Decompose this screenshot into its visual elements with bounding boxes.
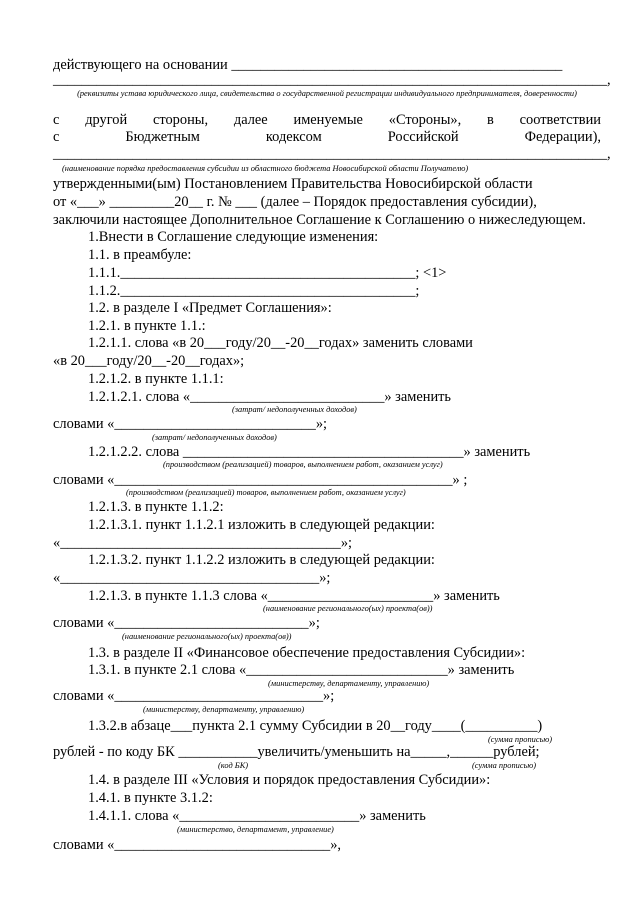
text-line: «____________________________________»; [53, 570, 331, 586]
field-caption: (министерство, департамент, управление) [177, 825, 334, 834]
text-line: 1.2.1.2.2. слова _______________________________________» заменить [88, 444, 531, 460]
text-line: словами «_____________________________»; [53, 688, 335, 704]
text-line: рублей - по коду БК ___________увеличить/уменьшить на_____,______рублей; [53, 744, 540, 760]
blank-line: _____________________________________________________________________________, [53, 72, 611, 88]
text-line: словами «___________________________»; [53, 615, 320, 631]
field-caption: (министерству, департаменту, управлению) [143, 705, 305, 714]
field-caption: (затрат/ недополученных доходов) [232, 405, 357, 414]
field-caption: (производством (реализацией) товаров, выполнением работ, оказанием услуг) [126, 488, 406, 497]
text-line: словами «______________________________», [53, 837, 342, 853]
field-caption: (сумма прописью) [472, 761, 537, 770]
text-line: 1.2. в разделе I «Предмет Соглашения»: [88, 300, 332, 316]
text-line: 1.2.1.2. в пункте 1.1.1: [88, 371, 224, 387]
field-caption: (министерству, департаменту, управлению) [268, 679, 430, 688]
field-caption: (сумма прописью) [488, 735, 553, 744]
text-line: 1.2.1.1. слова «в 20___году/20__-20__годах» заменить словами [88, 335, 473, 351]
text-line: действующего на основании ______________________________________________ [53, 57, 563, 73]
field-caption: (код БК) [218, 761, 249, 770]
text-line: 1.2.1. в пункте 1.1.: [88, 318, 206, 334]
field-caption: (наименование регионального(ых) проекта(ов)) [122, 632, 292, 641]
text-line: от «___» _________20__ г. № ___ (далее – Порядок предоставления субсидии), [53, 194, 537, 210]
text-line: 1.4.1. в пункте 3.1.2: [88, 790, 213, 806]
text-line: 1.2.1.3. в пункте 1.1.2: [88, 499, 224, 515]
text-line: 1.1.1._________________________________________; <1> [88, 265, 447, 281]
text-line: «_______________________________________»; [53, 535, 353, 551]
text-line: словами «_______________________________________________» ; [53, 472, 468, 488]
text-line: 1.2.1.3.1. пункт 1.1.2.1 изложить в следующей редакции: [88, 517, 435, 533]
field-caption: (затрат/ недополученных доходов) [152, 433, 277, 442]
blank-line: _____________________________________________________________________________, [53, 146, 611, 162]
text-line: 1.3.2.в абзаце___пункта 2.1 сумму Субсидии в 20__году____(__________) [88, 718, 543, 734]
field-caption: (наименование порядка предоставления субсидии из областного бюджета Новосибирской области Получателю) [62, 164, 469, 173]
text-line: 1.3. в разделе II «Финансовое обеспечение предоставления Субсидии»: [88, 645, 526, 661]
text-line: 1.1. в преамбуле: [88, 247, 192, 263]
text-line: с Бюджетным кодексом Российской Федерации), [53, 129, 601, 145]
text-line: 1.2.1.3.2. пункт 1.1.2.2 изложить в следующей редакции: [88, 552, 435, 568]
text-line: 1.2.1.3. в пункте 1.1.3 слова «_______________________» заменить [88, 588, 500, 604]
text-line: «в 20___году/20__-20__годах»; [53, 353, 245, 369]
field-caption: (наименование регионального(ых) проекта(ов)) [263, 604, 433, 613]
field-caption: (реквизиты устава юридического лица, свидетельства о государственной регистрации индивидуального предпринимателя, доверенности) [77, 89, 577, 98]
text-line: 1.Внести в Соглашение следующие изменения: [88, 229, 379, 245]
text-line: 1.4.1.1. слова «_________________________» заменить [88, 808, 426, 824]
text-line: 1.4. в разделе III «Условия и порядок предоставления Субсидии»: [88, 772, 491, 788]
text-line: утвержденными(ым) Постановлением Правительства Новосибирской области [53, 176, 533, 192]
text-line: словами «____________________________»; [53, 416, 328, 432]
text-line: 1.2.1.2.1. слова «___________________________» заменить [88, 389, 451, 405]
text-line: заключили настоящее Дополнительное Соглашение к Соглашению о нижеследующем. [53, 212, 586, 228]
text-line: с другой стороны, далее именуемые «Стороны», в соответствии [53, 112, 601, 128]
text-line: 1.1.2._________________________________________; [88, 283, 420, 299]
text-line: 1.3.1. в пункте 2.1 слова «____________________________» заменить [88, 662, 515, 678]
field-caption: (производством (реализацией) товаров, выполнением работ, оказанием услуг) [163, 460, 443, 469]
